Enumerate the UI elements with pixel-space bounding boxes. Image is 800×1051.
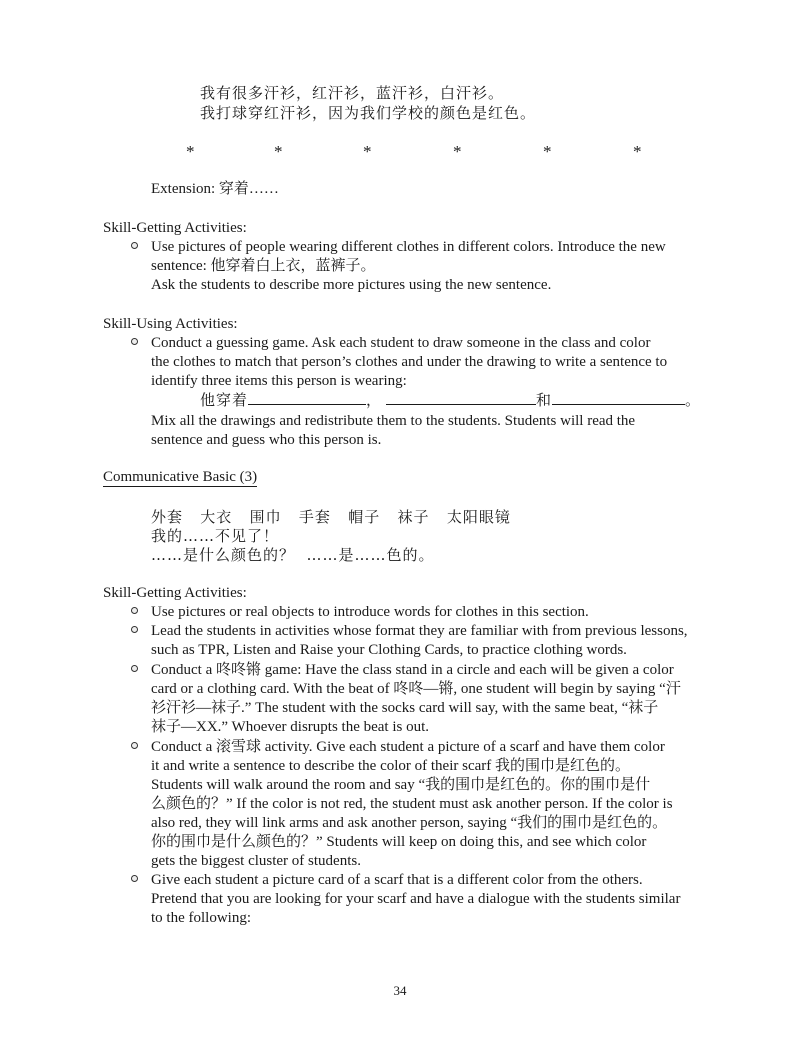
s2-after-line1: Mix all the drawings and redistribute them to the students. Students will read the (151, 413, 636, 429)
blank-line (248, 390, 366, 405)
s4-bullet1-line1: Use pictures or real objects to introduce words for clothes in this section. (151, 604, 589, 620)
s4-bullet4-line4: 么颜色的？” If the color is not red, the student must ask another person. If the color is (151, 796, 673, 812)
divider-star: * (186, 142, 195, 161)
phrase-line-1: 我的……不见了！ (151, 527, 280, 545)
extension-line: Extension: 穿着…… (151, 181, 279, 197)
divider-star: * (363, 142, 372, 161)
s4-bullet4-line2: it and write a sentence to describe the color of their scarf 我的围巾是红色的。 (151, 758, 631, 774)
s4-bullet4-line5: also red, they will link arms and ask another person, saying “我们的围巾是红色的。 (151, 815, 668, 831)
divider-star: * (274, 142, 283, 161)
bullet-icon (131, 607, 138, 614)
bullet-icon (131, 338, 138, 345)
s1-bullet1-line3: Ask the students to describe more pictures using the new sentence. (151, 277, 552, 293)
fill-prefix: 他穿着 (200, 391, 249, 409)
s1-bullet1-line2: sentence: 他穿着白上衣，蓝裤子。 (151, 258, 376, 274)
s4-bullet5-line1: Give each student a picture card of a scarf that is a different color from the others. (151, 872, 643, 888)
fill-comma: ， (366, 391, 383, 409)
page-number: 34 (393, 983, 407, 998)
s4-bullet3-line3: 衫汗衫—袜子.” The student with the socks card will say, with the same beat, “袜子 (151, 700, 659, 716)
s4-bullet5-line3: to the following: (151, 910, 251, 926)
bullet-icon (131, 626, 138, 633)
fill-in-sentence (200, 390, 701, 410)
s2-bullet1-line2: the clothes to match that person’s clothes and under the drawing to write a sentence to (151, 354, 668, 370)
s4-bullet4-line6: 你的围巾是什么颜色的？” Students will keep on doing this, and see which color (151, 834, 647, 850)
s4-bullet2-line2: such as TPR, Listen and Raise your Clothing Cards, to practice clothing words. (151, 642, 627, 658)
s4-bullet3-line1: Conduct a 咚咚锵 game: Have the class stand in a circle and each will be given a color (151, 662, 674, 678)
bullet-icon (131, 742, 138, 749)
section-heading-skill-using: Skill-Using Activities: (103, 316, 238, 332)
communicative-heading-text: Communicative Basic (3) (103, 469, 258, 485)
bullet-icon (131, 665, 138, 672)
fill-and: 和 (536, 391, 553, 409)
s2-bullet1-line1: Conduct a guessing game. Ask each student to draw someone in the class and color (151, 335, 651, 351)
section-heading-communicative (103, 468, 257, 487)
vocab-line: 外套 大衣 围巾 手套 帽子 袜子 太阳眼镜 (151, 508, 511, 526)
s4-bullet3-line4: 袜子—XX.” Whoever disrupts the beat is out. (151, 719, 430, 735)
section-heading-skill-getting-1: Skill-Getting Activities: (103, 220, 247, 236)
s4-bullet4-line7: gets the biggest cluster of students. (151, 853, 361, 869)
bullet-icon (131, 242, 138, 249)
s1-bullet1-line1: Use pictures of people wearing different clothes in different colors. Introduce the new (151, 239, 666, 255)
divider-star: * (453, 142, 462, 161)
s4-bullet4-line1: Conduct a 滚雪球 activity. Give each student a picture of a scarf and have them color (151, 739, 665, 755)
blank-line (552, 390, 685, 405)
divider-star: * (543, 142, 552, 161)
section-heading-skill-getting-2: Skill-Getting Activities: (103, 585, 247, 601)
phrase-line-2: ……是什么颜色的？ ……是……色的。 (151, 546, 435, 564)
divider-star: * (633, 142, 642, 161)
s2-after-line2: sentence and guess who this person is. (151, 432, 382, 448)
s4-bullet5-line2: Pretend that you are looking for your scarf and have a dialogue with the students similar (151, 891, 681, 907)
intro-line-1: 我有很多汗衫，红汗衫，蓝汗衫，白汗衫。 (200, 84, 505, 102)
intro-line-2: 我打球穿红汗衫，因为我们学校的颜色是红色。 (200, 104, 537, 122)
s4-bullet4-line3: Students will walk around the room and say “我的围巾是红色的。你的围巾是什 (151, 777, 651, 793)
fill-end: 。 (685, 391, 702, 409)
s2-bullet1-line3: identify three items this person is wearing: (151, 373, 407, 389)
s4-bullet2-line1: Lead the students in activities whose format they are familiar with from previous lessons, (151, 623, 688, 639)
blank-line (386, 390, 536, 405)
bullet-icon (131, 875, 138, 882)
star-divider (180, 142, 650, 162)
s4-bullet3-line2: card or a clothing card. With the beat of 咚咚—锵, one student will begin by saying “汗 (151, 681, 681, 697)
